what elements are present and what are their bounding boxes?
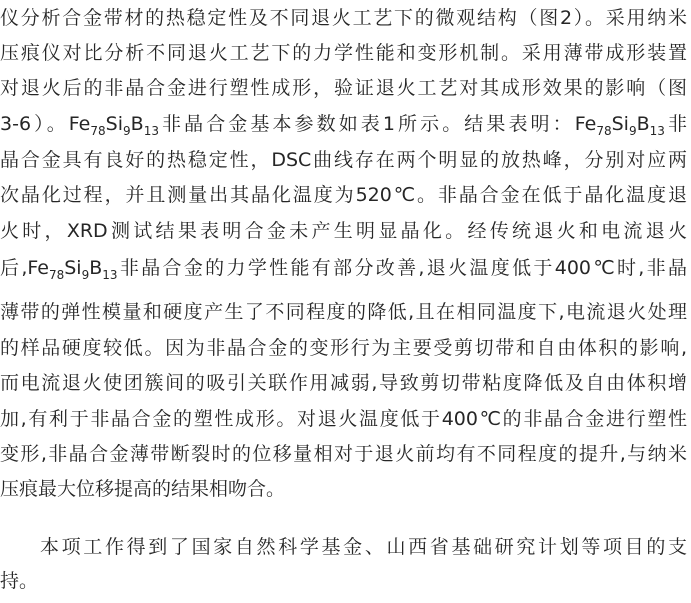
text-line-14: 压痕最大位移提高的结果相吻合。 (0, 478, 286, 500)
subscript: 9 (123, 124, 131, 138)
text-fragment: 后,Fe (0, 257, 49, 279)
subscript: 13 (649, 124, 665, 138)
text-fragment: B (130, 113, 144, 135)
text-line-12: 加,有利于非晶合金的塑性成形。对退火温度低于400℃的非晶合金进行塑性 (0, 408, 687, 430)
subscript: 78 (90, 124, 106, 138)
text-fragment: 3-6）。Fe (0, 113, 91, 135)
text-line-1: 仪分析合金带材的热稳定性及不同退火工艺下的微观结构（图2）。采用纳米 (0, 7, 687, 29)
subscript: 13 (102, 268, 118, 282)
acknowledgement-line-1: 本项工作得到了国家自然科学基金、山西省基础研究计划等项目的支 (40, 536, 687, 558)
acknowledgement-line-2: 持。 (0, 570, 39, 592)
text-line-4 (0, 109, 687, 139)
text-line-13: 变形,非晶合金薄带断裂时的位移量相对于退火前均有不同程度的提升,与纳米 (0, 443, 687, 465)
text-fragment: B (636, 113, 650, 135)
text-line-5: 晶合金具有良好的热稳定性，DSC曲线存在两个明显的放热峰，分别对应两 (0, 149, 687, 171)
text-line-8 (0, 253, 687, 283)
text-fragment: 非 (664, 113, 687, 135)
text-line-7: 火时，XRD测试结果表明合金未产生明显晶化。经传统退火和电流退火 (0, 220, 687, 242)
text-fragment: 非晶合金的力学性能有部分改善,退火温度低于400℃时,非晶 (117, 257, 687, 279)
subscript: 13 (143, 124, 159, 138)
text-fragment: Si (611, 113, 629, 135)
text-fragment: Si (105, 113, 123, 135)
subscript: 9 (628, 124, 637, 138)
text-line-2: 压痕仪对比分析不同退火工艺下的力学性能和变形机制。采用薄带成形装置 (0, 42, 687, 64)
text-fragment: B (89, 257, 103, 279)
text-line-6: 次晶化过程，并且测量出其晶化温度为520℃。非晶合金在低于晶化温度退 (0, 184, 687, 206)
subscript: 78 (48, 268, 65, 282)
text-line-9: 薄带的弹性模量和硬度产生了不同程度的降低,且在相同温度下,电流退火处理 (0, 301, 687, 323)
text-line-3: 对退火后的非晶合金进行塑性成形，验证退火工艺对其成形效果的影响（图 (0, 77, 687, 99)
subscript: 9 (81, 268, 90, 282)
text-line-10: 的样品硬度较低。因为非晶合金的变形行为主要受剪切带和自由体积的影响, (0, 337, 687, 359)
text-line-11: 而电流退火使团簇间的吸引关联作用减弱,导致剪切带粘度降低及自由体积增 (0, 372, 687, 394)
subscript: 78 (596, 124, 612, 138)
text-fragment: 非晶合金基本参数如表1所示。结果表明：Fe (158, 113, 597, 135)
text-fragment: Si (64, 257, 82, 279)
